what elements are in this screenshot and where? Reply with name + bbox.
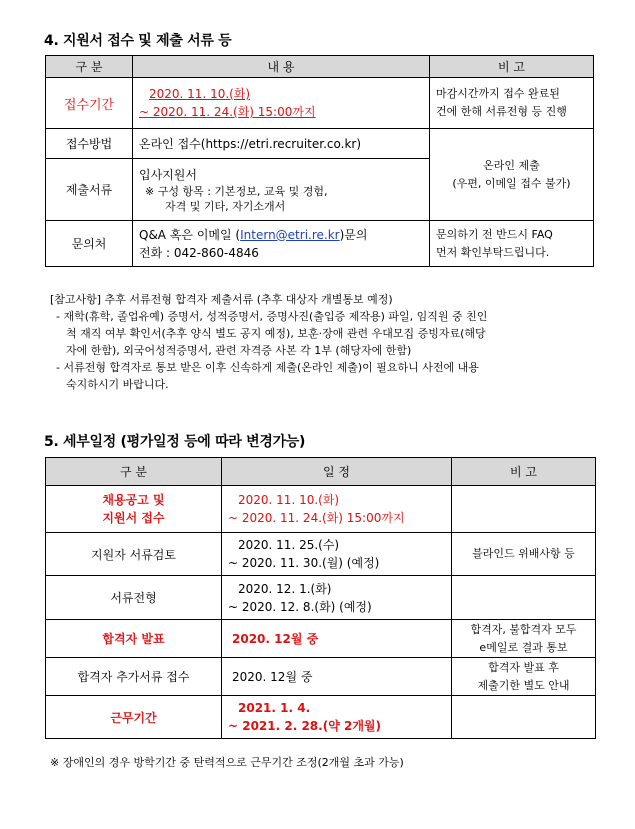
- table-row: [46, 576, 596, 620]
- header-category: 구 분: [46, 458, 222, 486]
- schedule-remark: [452, 696, 596, 739]
- schedule-date: 2020. 12월 중: [222, 658, 452, 696]
- row-label-documents: 제출서류: [46, 159, 133, 221]
- period-content: [133, 78, 430, 129]
- note-line: - 재학(휴학, 졸업유예) 증명서, 성적증명서, 증명사진(출입증 제작용) 파일, 임직원 중 친인: [56, 310, 488, 323]
- table-row: [46, 486, 596, 533]
- header-content: 내 용: [133, 56, 430, 78]
- period-remark: [430, 78, 594, 129]
- schedule-label-line2: 지원서 접수: [102, 511, 165, 525]
- contact-phone: 전화 : 042-860-4846: [139, 245, 259, 260]
- schedule-date-line2: ~ 2020. 11. 30.(월) (예정): [228, 556, 380, 570]
- period-remark-line2: 건에 한해 서류전형 등 진행: [436, 105, 567, 118]
- schedule-remark: [452, 486, 596, 533]
- schedule-label-line1: 채용공고 및: [102, 493, 165, 507]
- reference-notes: [50, 291, 600, 393]
- table-row-contact: [46, 221, 594, 267]
- note-line: 자에 한함), 외국어성적증명서, 관련 자격증 사본 각 1부 (해당자에 한함): [66, 344, 412, 357]
- row-label-method: 접수방법: [46, 129, 133, 159]
- documents-line1: 입사지원서: [139, 167, 197, 182]
- contact-remark-line2: 먼저 확인부탁드립니다.: [436, 245, 550, 259]
- contact-remark-line1: 문의하기 전 반드시 FAQ: [436, 227, 553, 241]
- schedule-table: [45, 457, 596, 739]
- documents-line3: 자격 및 기타, 자기소개서: [165, 199, 286, 213]
- table-row: [46, 696, 596, 739]
- schedule-label: 서류전형: [46, 576, 222, 620]
- contact-text-a: Q&A 혹은 이메일 (: [139, 227, 241, 242]
- period-end: ~ 2020. 11. 24.(화) 15:00까지: [139, 105, 316, 119]
- section5-title: 5. 세부일정 (평가일정 등에 따라 변경가능): [44, 434, 306, 450]
- schedule-date-line1: 2020. 12. 1.(화): [238, 581, 332, 596]
- table-row: [46, 620, 596, 658]
- application-table: [45, 55, 594, 267]
- schedule-remark: [452, 658, 596, 696]
- period-start: 2020. 11. 10.(화): [149, 87, 251, 101]
- table-header-row: [46, 458, 596, 486]
- header-category: 구 분: [46, 56, 133, 78]
- header-remark: 비 고: [430, 56, 594, 78]
- contact-content: [133, 221, 430, 267]
- table-row: [46, 658, 596, 696]
- schedule-date-line2: ~ 2020. 12. 8.(화) (예정): [228, 599, 372, 614]
- method-remark-line1: 온라인 제출: [483, 158, 540, 172]
- schedule-label: 근무기간: [46, 696, 222, 739]
- schedule-label: [46, 486, 222, 533]
- method-remark: [430, 129, 594, 221]
- schedule-label: 합격자 추가서류 접수: [46, 658, 222, 696]
- row-label-period: 접수기간: [46, 78, 133, 129]
- schedule-date-line2: ~ 2021. 2. 28.(약 2개월): [228, 719, 381, 733]
- note-line: 척 재직 여부 확인서(추후 양식 별도 공지 예정), 보훈·장애 관련 우대모집 증빙자료(해당: [66, 327, 486, 340]
- header-remark: 비 고: [452, 458, 596, 486]
- schedule-remark-line1: 합격자 발표 후: [488, 660, 559, 674]
- schedule-label: 합격자 발표: [46, 620, 222, 658]
- schedule-remark-line2: 제출기한 별도 안내: [477, 678, 570, 692]
- schedule-date: 2020. 12월 중: [222, 620, 452, 658]
- contact-text-b: )문의: [339, 227, 368, 242]
- documents-content: [133, 159, 430, 221]
- contact-email-link[interactable]: Intern@etri.re.kr: [240, 227, 340, 242]
- note-line: [참고사항] 추후 서류전형 합격자 제출서류 (추후 대상자 개별통보 예정): [50, 293, 393, 306]
- row-label-contact: 문의처: [46, 221, 133, 267]
- method-content: 온라인 접수(https://etri.recruiter.co.kr): [133, 129, 430, 159]
- documents-line2: ※ 구성 항목 : 기본정보, 교육 및 경험,: [145, 184, 328, 198]
- schedule-date: [222, 576, 452, 620]
- schedule-date-line2: ~ 2020. 11. 24.(화) 15:00까지: [228, 511, 405, 525]
- note-line: 숙지하시기 바랍니다.: [66, 378, 169, 391]
- schedule-date: [222, 533, 452, 576]
- table-header-row: [46, 56, 594, 78]
- schedule-date-line1: 2021. 1. 4.: [238, 701, 311, 715]
- schedule-date: [222, 486, 452, 533]
- schedule-date-line1: 2020. 11. 10.(화): [238, 493, 340, 507]
- schedule-remark: 블라인드 위배사항 등: [452, 533, 596, 576]
- period-remark-line1: 마감시간까지 접수 완료된: [436, 87, 560, 100]
- schedule-remark: [452, 620, 596, 658]
- schedule-date-line1: 2020. 11. 25.(수): [238, 538, 340, 552]
- note-line: - 서류전형 합격자로 통보 받은 이후 신속하게 제출(온라인 제출)이 필요하니 사전에 내용: [56, 361, 479, 374]
- footnote: ※ 장애인의 경우 방학기간 중 탄력적으로 근무기간 조정(2개월 초과 가능): [50, 756, 404, 769]
- schedule-date: [222, 696, 452, 739]
- schedule-remark: [452, 576, 596, 620]
- header-schedule: 일 정: [222, 458, 452, 486]
- method-remark-line2: (우편, 이메일 접수 불가): [452, 176, 571, 190]
- schedule-label: 지원자 서류검토: [46, 533, 222, 576]
- table-row-method: [46, 129, 594, 159]
- table-row: [46, 533, 596, 576]
- schedule-remark-line1: 합격자, 불합격자 모두: [470, 622, 577, 636]
- section4-title: 4. 지원서 접수 및 제출 서류 등: [44, 33, 232, 49]
- table-row-period: [46, 78, 594, 129]
- schedule-remark-line2: e메일로 결과 통보: [479, 640, 568, 654]
- contact-remark: [430, 221, 594, 267]
